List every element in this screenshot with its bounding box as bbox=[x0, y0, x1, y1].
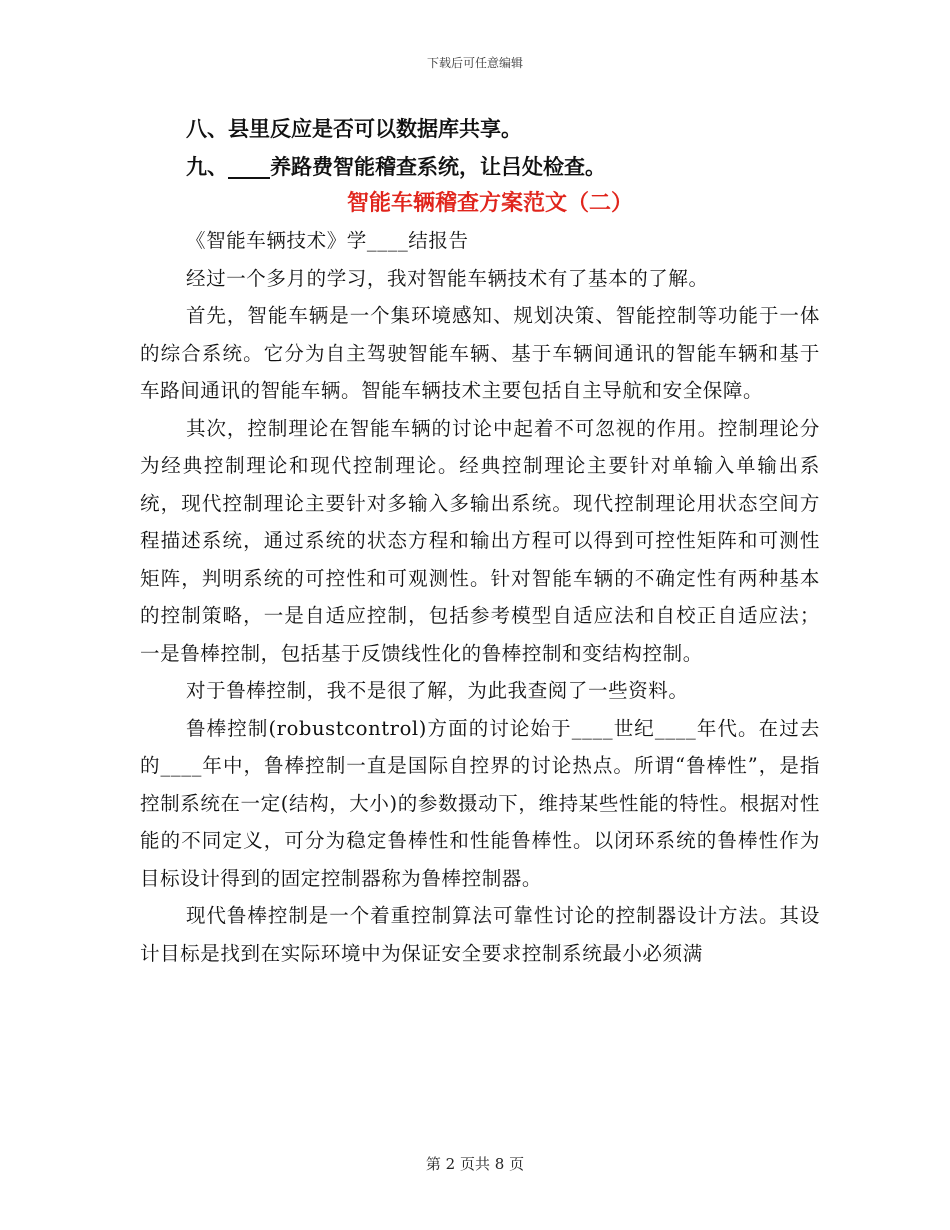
paragraph: 鲁棒控制(robustcontrol)方面的讨论始于____世纪____年代。在过去的____年中，鲁棒控制一直是国际自控界的讨论热点。所谓“鲁棒性”，是指控制系统在一定(结构，大小)的参数摄动下，维持某些性能的特性。根据对性能的不同定义，可分为稳定鲁棒性和性能鲁棒性。以闭环系统的鲁棒性作为目标设计得到的固定控制器称为鲁棒控制器。 bbox=[140, 716, 820, 890]
paragraph: 现代鲁棒控制是一个着重控制算法可靠性讨论的控制器设计方法。其设计目标是找到在实际环境中为保证安全要求控制系统最小必须满 bbox=[140, 904, 820, 965]
paragraph: 其次，控制理论在智能车辆的讨论中起着不可忽视的作用。控制理论分为经典控制理论和现代控制理论。经典控制理论主要针对单输入单输出系统，现代控制理论主要针对多输入多输出系统。现代控制理论用状态空间方程描述系统，通过系统的状态方程和输出方程可以得到可控性矩阵和可测性矩阵，判明系统的可控性和可观测性。针对智能车辆的不确定性有两种基本的控制策略，一是自适应控制，包括参考模型自适应法和自校正自适应法；一是鲁棒控制，包括基于反馈线性化的鲁棒控制和变结构控制。 bbox=[140, 416, 820, 665]
document-title: 智能车辆稽查方案范文（二） bbox=[346, 191, 633, 216]
list-item: 八、县里反应是否可以数据库共享。 bbox=[186, 117, 522, 141]
document-body bbox=[140, 110, 820, 972]
paragraph: 首先，智能车辆是一个集环境感知、规划决策、智能控制等功能于一体的综合系统。它分为自主驾驶智能车辆、基于车辆间通讯的智能车辆和基于车路间通讯的智能车辆。智能车辆技术主要包括自主导航和安全保障。 bbox=[140, 304, 820, 402]
paragraph: 《智能车辆技术》学____结报告 bbox=[186, 229, 469, 252]
page-footer: 第 2 页共 8 页 bbox=[425, 1155, 525, 1173]
paragraph: 对于鲁棒控制，我不是很了解，为此我查阅了一些资料。 bbox=[186, 679, 689, 702]
paragraph: 经过一个多月的学习，我对智能车辆技术有了基本的了解。 bbox=[186, 266, 709, 290]
page-header: 下载后可任意编辑 bbox=[426, 56, 523, 70]
list-item: 九、____养路费智能稽查系统，让吕处检查。 bbox=[186, 155, 606, 179]
